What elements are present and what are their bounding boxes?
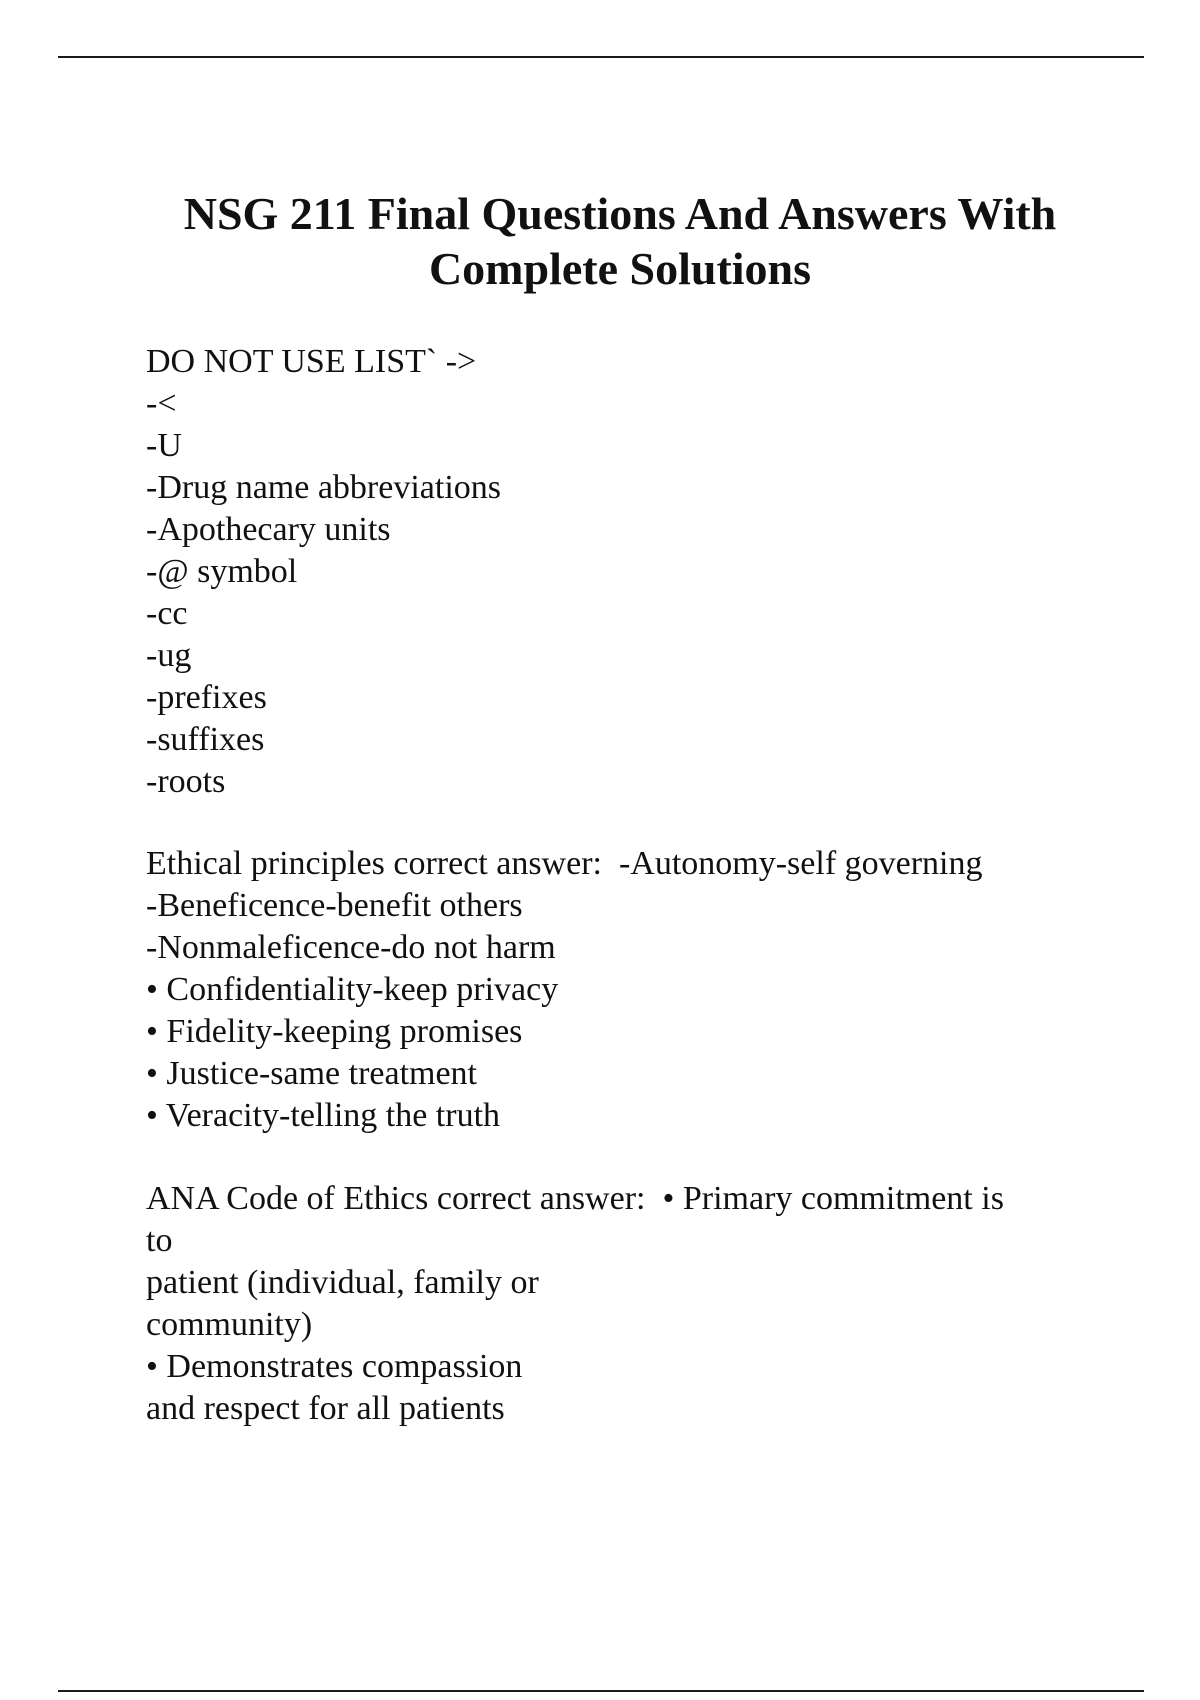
text-line: patient (individual, family or bbox=[146, 1264, 539, 1301]
text-line: Ethical principles correct answer: -Autonomy-self governing bbox=[146, 845, 983, 882]
ethical-principles-block bbox=[146, 843, 1106, 1137]
text-line: • Demonstrates compassion bbox=[146, 1348, 523, 1385]
text-line: -Drug name abbreviations bbox=[146, 469, 501, 506]
text-line: DO NOT USE LIST` -> bbox=[146, 343, 477, 380]
text-line: -Nonmaleficence-do not harm bbox=[146, 929, 556, 966]
text-line: -suffixes bbox=[146, 721, 265, 758]
do-not-use-list-block bbox=[146, 341, 1106, 803]
text-line: -prefixes bbox=[146, 679, 267, 716]
header-rule bbox=[58, 56, 1144, 58]
text-line: • Confidentiality-keep privacy bbox=[146, 971, 559, 1008]
text-line: • Veracity-telling the truth bbox=[146, 1097, 501, 1134]
text-line: • Justice-same treatment bbox=[146, 1055, 478, 1092]
text-line: -Beneficence-benefit others bbox=[146, 887, 523, 924]
text-line: -ug bbox=[146, 637, 192, 674]
text-line: -roots bbox=[146, 763, 226, 800]
text-line: ANA Code of Ethics correct answer: • Primary commitment is bbox=[146, 1180, 1004, 1217]
text-line: community) bbox=[146, 1306, 313, 1343]
ana-code-of-ethics-block bbox=[146, 1178, 1106, 1430]
text-line: -< bbox=[146, 385, 177, 422]
text-line: and respect for all patients bbox=[146, 1390, 505, 1427]
document-title bbox=[100, 186, 1140, 296]
text-line: -U bbox=[146, 427, 182, 464]
text-line: -Apothecary units bbox=[146, 511, 391, 548]
title-line-1: NSG 211 Final Questions And Answers With bbox=[183, 188, 1057, 239]
text-line: to bbox=[146, 1222, 173, 1259]
title-line-2: Complete Solutions bbox=[428, 243, 812, 294]
text-line: -cc bbox=[146, 595, 188, 632]
text-line: • Fidelity-keeping promises bbox=[146, 1013, 523, 1050]
text-line: -@ symbol bbox=[146, 553, 298, 590]
footer-rule bbox=[58, 1690, 1144, 1692]
